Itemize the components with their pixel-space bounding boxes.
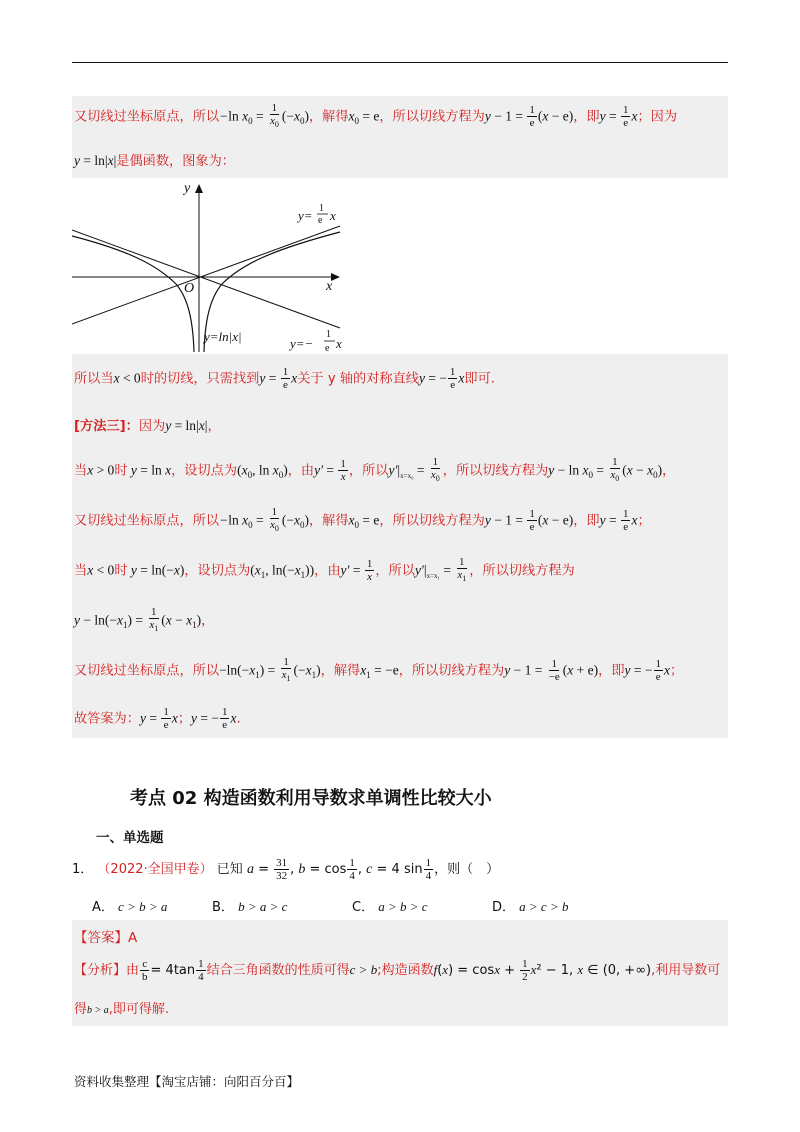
analysis-line-2: 得b > a,即可得解. <box>74 1002 170 1017</box>
graph-label-origin: O <box>184 281 195 296</box>
svg-text:e: e <box>325 343 330 354</box>
graph-label-top: y= <box>298 208 313 223</box>
solution-line-5: 当x > 0时 y = ln x，设切点为($x_0$, $\ln x_0$)，由y′ = $\frac{1}{x}$ ，所以$y'|_{x=x_0}$ = $\frac{1}{x_0}$ ，所以切线方程为$y - \ln x_0$ = $\frac{1}{x_0}$ $(x - x_0)$， <box>74 456 676 484</box>
graph-label-ln: y=ln|x| <box>204 329 242 344</box>
solution-line-2: y = ln|x|是偶函数，图象为： <box>74 153 235 169</box>
graph-label-y: y <box>184 181 191 196</box>
svg-text:e: e <box>318 215 323 226</box>
section-subtitle: 一、单选题 <box>96 830 164 846</box>
graph-label-bottom: y=− <box>290 336 314 351</box>
solution-line-10: 故答案为：y = $\frac{1}{e}$ x；y = − $\frac{1}{e}$ x. <box>74 706 241 731</box>
fraction: $\frac{1}{x_0}$ <box>269 102 279 130</box>
method3-label: [方法三]： <box>74 419 139 434</box>
analysis-line-1: 【分析】由 $\frac{c}{b}$ = 4tan $\frac{1}{4}$ 结合三角函数的性质可得c > b;构造函数f(x) = cosx + $\frac{1}{2}$ x² − 1, x ∈ (0, +∞),利用导数可 <box>74 958 721 983</box>
option-c[interactable]: C． a > b > c <box>352 899 428 915</box>
option-b[interactable]: B． b > a > c <box>212 899 288 915</box>
svg-text:x: x <box>330 208 336 223</box>
graph-label-x: x <box>326 279 333 294</box>
solution-line-6: 又切线过坐标原点，所以−ln $x_0$ = $\frac{1}{x_0}$ $(-x_0)$，解得$x_0 = e$，所以切线方程为y − 1 = $\frac{1}{e}$ (x − e)，即y = $\frac{1}{e}$ x； <box>74 506 651 534</box>
solution-line-8: $y - \ln(-x_1)$ = $\frac{1}{x_1}$ $(x - x_1)$， <box>74 606 215 634</box>
solution-line-4: [方法三]：因为y = ln|x|， <box>74 418 221 434</box>
option-a[interactable]: A． c > b > a <box>92 899 168 915</box>
header-rule <box>72 62 728 63</box>
solution-line-7: 当x < 0时 y = ln(−x)，设切点为($x_1$, $\ln(-x_1)$)，由y′ = $\frac{1}{x}$ ，所以$y'|_{x=x_1}$ = $\frac{1}{x_1}$ ，所以切线方程为 <box>74 556 575 584</box>
answer-line: 【答案】A <box>74 930 138 946</box>
option-d[interactable]: D． a > c > b <box>492 899 569 915</box>
solution-line-3: 所以当x < 0时的切线，只需找到y = $\frac{1}{e}$ x关于 y 轴的对称直线y = − $\frac{1}{e}$ x即可. <box>74 366 495 391</box>
question-stem: 1． （2022·全国甲卷） 已知 a = $\frac{31}{32}$ , b = cos $\frac{1}{4}$ , c = 4 sin $\frac{1}{4}$ ，则（ ） <box>72 857 500 882</box>
solution-line-1: 又切线过坐标原点，所以−ln $x_0$ = $\frac{1}{x_0}$ $(-x_0)$，解得$x_0 = e$，所以切线方程为y − 1 = $\frac{1}{e}$ (x − e)，即y = $\frac{1}{e}$ x；因为 <box>74 102 678 130</box>
svg-text:1: 1 <box>326 329 331 340</box>
footer-text: 资料收集整理【淘宝店铺：向阳百分百】 <box>74 1074 300 1089</box>
ln-abs-graph <box>72 180 344 354</box>
section-title: 考点 02 构造函数利用导数求单调性比较大小 <box>130 788 492 809</box>
solution-line-9: 又切线过坐标原点，所以$-\ln(-x_1)$ = $\frac{1}{x_1}$ $(-x_1)$，解得$x_1 = -e$，所以切线方程为y − 1 = $\frac{1}{-e}$ (x + e)，即y = − $\frac{1}{e}$ x； <box>74 656 684 684</box>
svg-text:x: x <box>336 336 342 351</box>
svg-text:1: 1 <box>319 203 324 214</box>
question-source: （2022·全国甲卷） <box>97 862 213 877</box>
